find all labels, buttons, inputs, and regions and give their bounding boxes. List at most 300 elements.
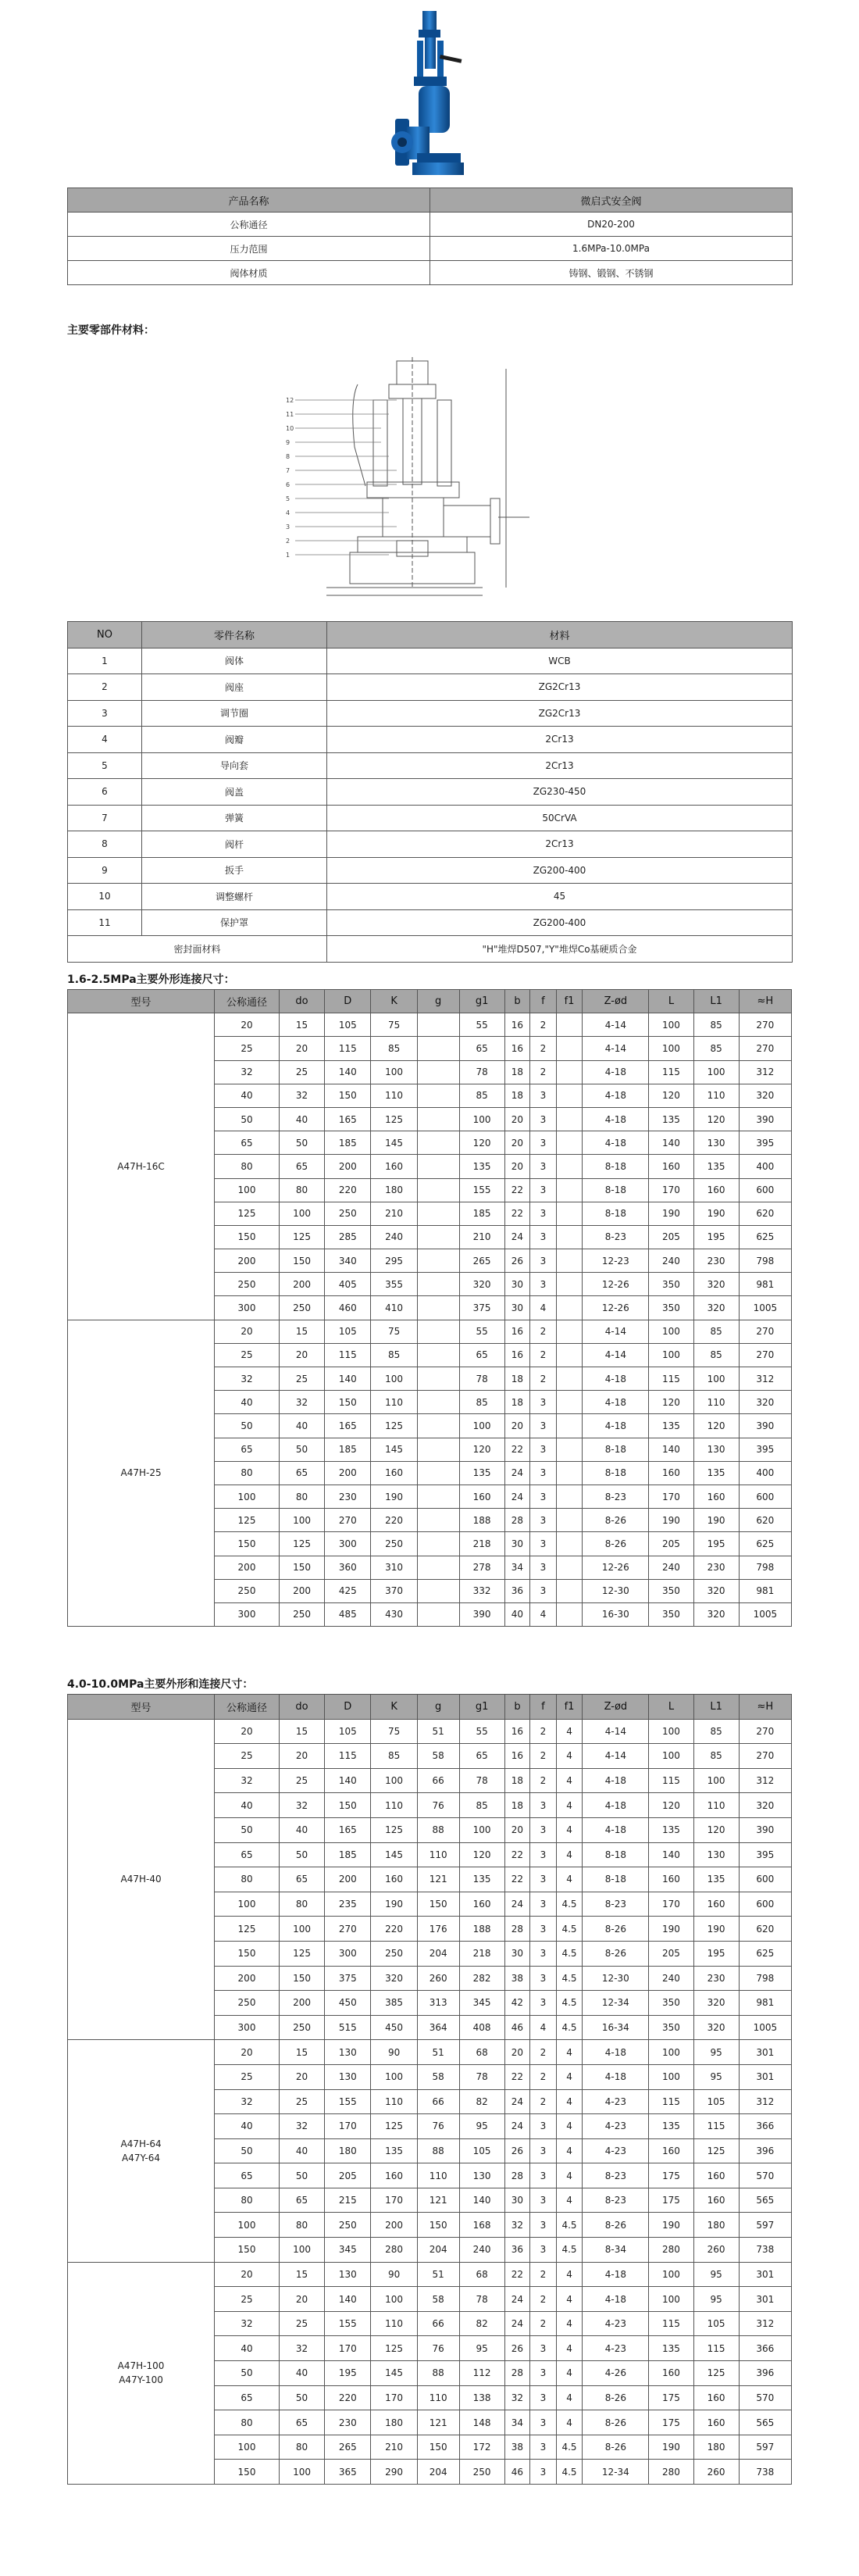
table-cell: 150 bbox=[215, 1941, 280, 1966]
part-name: 阀瓣 bbox=[142, 727, 327, 753]
table-cell: 3 bbox=[530, 2138, 557, 2163]
table-cell: 125 bbox=[371, 2114, 417, 2139]
table-cell: 140 bbox=[649, 1438, 693, 1461]
table-cell: 25 bbox=[215, 1037, 280, 1060]
table-cell: 2 bbox=[530, 1367, 557, 1391]
table-cell bbox=[556, 1414, 583, 1438]
dim1-section-title: 1.6-2.5MPa主要外形连接尺寸： bbox=[67, 974, 235, 986]
table-cell: 95 bbox=[693, 2262, 739, 2287]
table-cell bbox=[556, 1296, 583, 1320]
table-cell: 105 bbox=[325, 1013, 371, 1037]
table-cell: 24 bbox=[504, 2287, 529, 2312]
model-line: A47H-64 bbox=[120, 2138, 162, 2149]
col-header: g bbox=[417, 1695, 459, 1720]
drawing-label: 2 bbox=[286, 538, 290, 545]
table-cell: 110 bbox=[693, 1793, 739, 1818]
table-cell: 240 bbox=[649, 1556, 693, 1579]
table-cell bbox=[556, 1155, 583, 1178]
table-cell: 3 bbox=[530, 1225, 557, 1249]
table-cell: 620 bbox=[739, 1509, 791, 1532]
table-cell: 22 bbox=[504, 1202, 529, 1225]
table-cell: 300 bbox=[325, 1532, 371, 1556]
table-cell: 150 bbox=[325, 1084, 371, 1107]
table-cell bbox=[417, 1367, 459, 1391]
table-cell: 100 bbox=[371, 2064, 417, 2089]
table-cell: 4-18 bbox=[583, 2040, 649, 2065]
table-cell: 170 bbox=[649, 1178, 693, 1202]
table-cell: 8-18 bbox=[583, 1155, 649, 1178]
table-cell: 4 bbox=[556, 2336, 583, 2361]
table-cell: 100 bbox=[693, 1768, 739, 1793]
table-cell: 85 bbox=[459, 1391, 504, 1414]
table-cell: 36 bbox=[504, 1579, 529, 1602]
table-cell: 130 bbox=[693, 1131, 739, 1155]
table-cell: 160 bbox=[649, 1461, 693, 1485]
table-cell: 100 bbox=[371, 1060, 417, 1084]
table-cell bbox=[417, 1107, 459, 1131]
table-cell: 46 bbox=[504, 2460, 529, 2485]
table-cell bbox=[417, 1202, 459, 1225]
table-cell: 20 bbox=[504, 1414, 529, 1438]
product-photo bbox=[380, 9, 481, 180]
table-cell: 12-30 bbox=[583, 1966, 649, 1991]
table-cell: 180 bbox=[693, 2213, 739, 2238]
table-cell: 105 bbox=[325, 1719, 371, 1744]
table-cell: 100 bbox=[693, 1367, 739, 1391]
table-cell: 18 bbox=[504, 1060, 529, 1084]
table-cell: 135 bbox=[649, 1107, 693, 1131]
table-cell: 32 bbox=[215, 2089, 280, 2114]
table-cell: 40 bbox=[504, 1602, 529, 1626]
table-cell: 100 bbox=[215, 2213, 280, 2238]
table-cell: 120 bbox=[649, 1793, 693, 1818]
table-cell: 366 bbox=[739, 2114, 791, 2139]
table-cell: 40 bbox=[215, 2336, 280, 2361]
col-header: g1 bbox=[459, 1695, 504, 1720]
table-cell: 312 bbox=[739, 1768, 791, 1793]
table-cell: 110 bbox=[371, 1084, 417, 1107]
table-cell: 270 bbox=[739, 1013, 791, 1037]
table-cell: 140 bbox=[325, 1060, 371, 1084]
table-cell: 350 bbox=[649, 1991, 693, 2016]
table-cell: 24 bbox=[504, 2311, 529, 2336]
table-cell: 400 bbox=[739, 1155, 791, 1178]
table-cell: 390 bbox=[739, 1817, 791, 1842]
table-cell: 50 bbox=[279, 1438, 324, 1461]
table-cell: 105 bbox=[693, 2089, 739, 2114]
table-cell: 25 bbox=[279, 1367, 324, 1391]
part-no: 9 bbox=[68, 857, 142, 884]
table-cell: 188 bbox=[459, 1509, 504, 1532]
table-cell: 3 bbox=[530, 1178, 557, 1202]
table-cell: 80 bbox=[215, 1867, 280, 1892]
table-cell: 125 bbox=[371, 1414, 417, 1438]
table-cell: 230 bbox=[693, 1249, 739, 1273]
table-cell: 218 bbox=[459, 1532, 504, 1556]
info-value: 铸钢、锻钢、不锈钢 bbox=[430, 261, 793, 285]
table-cell bbox=[556, 1579, 583, 1602]
table-cell: 100 bbox=[649, 2064, 693, 2089]
table-cell: 65 bbox=[215, 1842, 280, 1867]
table-cell: 110 bbox=[693, 1391, 739, 1414]
table-cell: 20 bbox=[504, 1131, 529, 1155]
col-header: 公称通径 bbox=[215, 990, 280, 1013]
table-cell: 4-26 bbox=[583, 2361, 649, 2386]
table-cell: 332 bbox=[459, 1579, 504, 1602]
table-cell: 265 bbox=[459, 1249, 504, 1273]
table-cell bbox=[556, 1509, 583, 1532]
table-cell: 100 bbox=[279, 2460, 324, 2485]
table-cell: 4-23 bbox=[583, 2138, 649, 2163]
table-cell: 4 bbox=[530, 1296, 557, 1320]
table-cell: 250 bbox=[371, 1532, 417, 1556]
table-cell: 25 bbox=[215, 2287, 280, 2312]
table-cell: 24 bbox=[504, 1225, 529, 1249]
table-cell: 190 bbox=[371, 1892, 417, 1917]
table-cell: 135 bbox=[371, 2138, 417, 2163]
table-cell: 25 bbox=[279, 1768, 324, 1793]
table-cell: 350 bbox=[649, 1602, 693, 1626]
table-cell: 200 bbox=[215, 1249, 280, 1273]
table-cell: 12-26 bbox=[583, 1296, 649, 1320]
dim2-section-title: 4.0-10.0MPa主要外形和连接尺寸： bbox=[67, 1678, 254, 1691]
table-cell: 65 bbox=[279, 2410, 324, 2435]
col-header: b bbox=[504, 1695, 529, 1720]
table-cell: 16 bbox=[504, 1744, 529, 1769]
table-cell: 160 bbox=[459, 1892, 504, 1917]
table-cell: 175 bbox=[649, 2163, 693, 2188]
table-cell: 145 bbox=[371, 2361, 417, 2386]
table-cell: 4-18 bbox=[583, 2262, 649, 2287]
table-cell: 270 bbox=[325, 1509, 371, 1532]
col-header: do bbox=[279, 1695, 324, 1720]
table-cell: 210 bbox=[371, 1202, 417, 1225]
part-no: 10 bbox=[68, 884, 142, 910]
table-cell: 110 bbox=[417, 1842, 459, 1867]
table-cell: 25 bbox=[215, 2064, 280, 2089]
table-cell: 40 bbox=[279, 2138, 324, 2163]
table-cell: 160 bbox=[693, 1892, 739, 1917]
table-cell: 600 bbox=[739, 1892, 791, 1917]
col-header: D bbox=[325, 1695, 371, 1720]
table-cell: 12-26 bbox=[583, 1556, 649, 1579]
table-cell: 390 bbox=[739, 1107, 791, 1131]
table-cell: 130 bbox=[693, 1842, 739, 1867]
table-cell: 140 bbox=[459, 2188, 504, 2213]
table-cell: 570 bbox=[739, 2163, 791, 2188]
table-cell: 738 bbox=[739, 2238, 791, 2263]
table-cell: 135 bbox=[649, 1414, 693, 1438]
table-cell: 135 bbox=[459, 1461, 504, 1485]
parts-row bbox=[68, 648, 793, 674]
parts-row bbox=[68, 727, 793, 753]
table-cell: 260 bbox=[693, 2238, 739, 2263]
dim2-header-row bbox=[68, 1695, 792, 1720]
table-cell: 135 bbox=[649, 2336, 693, 2361]
model-line: A47H-40 bbox=[120, 1874, 162, 1885]
table-cell: 3 bbox=[530, 1202, 557, 1225]
table-cell: 190 bbox=[693, 1917, 739, 1942]
table-cell: 38 bbox=[504, 1966, 529, 1991]
table-cell: 8-23 bbox=[583, 1225, 649, 1249]
table-cell: 4.5 bbox=[556, 1917, 583, 1942]
table-cell: 115 bbox=[649, 1367, 693, 1391]
table-cell: 4 bbox=[556, 2114, 583, 2139]
table-cell: 625 bbox=[739, 1532, 791, 1556]
table-cell: 115 bbox=[649, 2311, 693, 2336]
table-cell: 130 bbox=[325, 2262, 371, 2287]
table-cell bbox=[556, 1273, 583, 1296]
table-cell bbox=[417, 1391, 459, 1414]
table-cell: 180 bbox=[693, 2435, 739, 2460]
drawing-label: 4 bbox=[286, 509, 290, 516]
table-cell: 738 bbox=[739, 2460, 791, 2485]
table-cell: 32 bbox=[279, 1391, 324, 1414]
table-cell: 3 bbox=[530, 1414, 557, 1438]
table-cell: 4-23 bbox=[583, 2114, 649, 2139]
table-cell: 165 bbox=[325, 1414, 371, 1438]
col-header: ≈H bbox=[739, 990, 791, 1013]
table-cell: 355 bbox=[371, 1273, 417, 1296]
table-cell: 135 bbox=[693, 1155, 739, 1178]
table-cell: 76 bbox=[417, 2336, 459, 2361]
table-cell: 8-18 bbox=[583, 1178, 649, 1202]
table-cell: 145 bbox=[371, 1842, 417, 1867]
table-cell: 190 bbox=[649, 2435, 693, 2460]
table-cell: 115 bbox=[649, 2089, 693, 2114]
table-cell: 20 bbox=[504, 1817, 529, 1842]
table-cell: 2 bbox=[530, 1037, 557, 1060]
table-cell: 100 bbox=[215, 1178, 280, 1202]
table-cell: 175 bbox=[649, 2385, 693, 2410]
table-cell: 50 bbox=[215, 1817, 280, 1842]
header-no: NO bbox=[68, 622, 142, 648]
table-cell: 4 bbox=[556, 2040, 583, 2065]
table-cell: 115 bbox=[325, 1343, 371, 1367]
table-cell: 100 bbox=[693, 1060, 739, 1084]
table-cell: 140 bbox=[325, 1367, 371, 1391]
table-cell: 280 bbox=[371, 2238, 417, 2263]
table-cell: 15 bbox=[279, 1013, 324, 1037]
table-cell: 195 bbox=[693, 1225, 739, 1249]
table-cell: 125 bbox=[371, 1817, 417, 1842]
table-cell: 95 bbox=[459, 2336, 504, 2361]
col-header: L bbox=[649, 990, 693, 1013]
table-cell: 600 bbox=[739, 1485, 791, 1508]
table-cell: 295 bbox=[371, 1249, 417, 1273]
table-cell: 125 bbox=[693, 2361, 739, 2386]
table-cell: 28 bbox=[504, 2163, 529, 2188]
parts-row bbox=[68, 674, 793, 701]
table-cell: 20 bbox=[279, 2064, 324, 2089]
table-cell bbox=[556, 1225, 583, 1249]
table-cell: 4-18 bbox=[583, 1084, 649, 1107]
table-cell: 3 bbox=[530, 1892, 557, 1917]
table-cell: 32 bbox=[215, 1060, 280, 1084]
table-cell: 597 bbox=[739, 2435, 791, 2460]
table-cell: 16 bbox=[504, 1320, 529, 1343]
table-cell: 125 bbox=[215, 1917, 280, 1942]
table-cell: 18 bbox=[504, 1768, 529, 1793]
table-cell: 8-23 bbox=[583, 2188, 649, 2213]
table-cell: 30 bbox=[504, 1296, 529, 1320]
table-cell: 100 bbox=[459, 1414, 504, 1438]
table-cell: 3 bbox=[530, 2460, 557, 2485]
table-cell: 95 bbox=[693, 2040, 739, 2065]
info-value: 1.6MPa-10.0MPa bbox=[430, 237, 793, 261]
table-cell bbox=[556, 1461, 583, 1485]
table-cell: 85 bbox=[459, 1793, 504, 1818]
table-cell: 250 bbox=[215, 1273, 280, 1296]
table-cell: 80 bbox=[215, 1461, 280, 1485]
table-cell: 100 bbox=[649, 2262, 693, 2287]
table-cell: 200 bbox=[215, 1556, 280, 1579]
table-cell: 100 bbox=[279, 1917, 324, 1942]
table-cell: 90 bbox=[371, 2262, 417, 2287]
table-cell: 58 bbox=[417, 2287, 459, 2312]
table-cell: 135 bbox=[459, 1155, 504, 1178]
table-cell bbox=[417, 1485, 459, 1508]
table-cell: 4-18 bbox=[583, 1391, 649, 1414]
table-cell: 4-18 bbox=[583, 1060, 649, 1084]
dimension-table-1 bbox=[67, 989, 792, 1627]
table-cell: 320 bbox=[739, 1084, 791, 1107]
part-name: 阀杆 bbox=[142, 831, 327, 858]
table-cell: 4 bbox=[556, 2287, 583, 2312]
table-cell: 65 bbox=[459, 1343, 504, 1367]
table-cell: 4 bbox=[556, 2385, 583, 2410]
table-cell: 150 bbox=[417, 2435, 459, 2460]
table-cell: 65 bbox=[279, 2188, 324, 2213]
table-cell: 32 bbox=[279, 1084, 324, 1107]
table-cell bbox=[556, 1249, 583, 1273]
table-cell: 4 bbox=[556, 1842, 583, 1867]
part-name: 阀座 bbox=[142, 674, 327, 701]
table-cell: 78 bbox=[459, 1060, 504, 1084]
part-material: 2Cr13 bbox=[327, 752, 793, 779]
table-cell: 115 bbox=[693, 2336, 739, 2361]
table-cell: 4 bbox=[556, 1867, 583, 1892]
table-cell: 395 bbox=[739, 1438, 791, 1461]
table-cell bbox=[417, 1178, 459, 1202]
table-cell: 195 bbox=[325, 2361, 371, 2386]
table-cell: 430 bbox=[371, 1602, 417, 1626]
table-cell: 320 bbox=[693, 2015, 739, 2040]
table-cell: 150 bbox=[325, 1793, 371, 1818]
table-cell: 3 bbox=[530, 2361, 557, 2386]
table-cell: 3 bbox=[530, 2188, 557, 2213]
table-cell bbox=[556, 1556, 583, 1579]
parts-row bbox=[68, 779, 793, 806]
parts-row bbox=[68, 909, 793, 936]
drawing-label: 9 bbox=[286, 439, 290, 446]
table-cell: 3 bbox=[530, 1509, 557, 1532]
drawing-label: 12 bbox=[286, 397, 294, 404]
table-cell: 120 bbox=[693, 1414, 739, 1438]
col-header: f bbox=[530, 1695, 557, 1720]
col-header: D bbox=[325, 990, 371, 1013]
part-material: 2Cr13 bbox=[327, 727, 793, 753]
table-cell: 3 bbox=[530, 1842, 557, 1867]
table-cell bbox=[556, 1107, 583, 1131]
table-cell: 625 bbox=[739, 1225, 791, 1249]
table-cell: 100 bbox=[649, 2040, 693, 2065]
table-cell: 55 bbox=[459, 1719, 504, 1744]
table-cell: 200 bbox=[279, 1579, 324, 1602]
table-cell: 282 bbox=[459, 1966, 504, 1991]
table-cell: 40 bbox=[279, 1817, 324, 1842]
table-cell: 3 bbox=[530, 1817, 557, 1842]
table-cell: 565 bbox=[739, 2188, 791, 2213]
table-cell: 22 bbox=[504, 1867, 529, 1892]
parts-header-row bbox=[68, 622, 793, 648]
table-cell: 4-14 bbox=[583, 1719, 649, 1744]
table-cell: 80 bbox=[215, 2410, 280, 2435]
table-cell: 68 bbox=[459, 2040, 504, 2065]
table-cell: 195 bbox=[693, 1941, 739, 1966]
table-cell: 180 bbox=[371, 2410, 417, 2435]
table-cell: 265 bbox=[325, 2435, 371, 2460]
table-cell: 112 bbox=[459, 2361, 504, 2386]
table-cell: 100 bbox=[649, 1037, 693, 1060]
table-cell: 155 bbox=[459, 1178, 504, 1202]
table-cell: 100 bbox=[649, 2287, 693, 2312]
table-cell: 78 bbox=[459, 2287, 504, 2312]
table-cell: 301 bbox=[739, 2040, 791, 2065]
table-cell: 22 bbox=[504, 1438, 529, 1461]
table-cell: 28 bbox=[504, 2361, 529, 2386]
table-cell: 190 bbox=[649, 1917, 693, 1942]
table-cell: 75 bbox=[371, 1719, 417, 1744]
table-cell: 130 bbox=[693, 1438, 739, 1461]
table-cell: 190 bbox=[649, 2213, 693, 2238]
table-cell: 8-26 bbox=[583, 2435, 649, 2460]
col-header: 型号 bbox=[68, 990, 215, 1013]
parts-row bbox=[68, 884, 793, 910]
table-cell: 88 bbox=[417, 1817, 459, 1842]
seal-row bbox=[68, 936, 793, 963]
part-material: ZG230-450 bbox=[327, 779, 793, 806]
table-cell: 30 bbox=[504, 1941, 529, 1966]
table-cell: 51 bbox=[417, 1719, 459, 1744]
table-cell: 981 bbox=[739, 1273, 791, 1296]
table-cell: 121 bbox=[417, 2188, 459, 2213]
col-header: K bbox=[371, 990, 417, 1013]
table-cell: 2 bbox=[530, 2287, 557, 2312]
table-cell: 20 bbox=[504, 1107, 529, 1131]
table-cell: 370 bbox=[371, 1579, 417, 1602]
table-cell bbox=[556, 1485, 583, 1508]
table-cell: 150 bbox=[215, 1225, 280, 1249]
table-cell: 105 bbox=[325, 1320, 371, 1343]
table-cell: 20 bbox=[215, 2262, 280, 2287]
table-cell: 3 bbox=[530, 2163, 557, 2188]
table-cell: 22 bbox=[504, 1178, 529, 1202]
table-cell: 4.5 bbox=[556, 2435, 583, 2460]
model-cell: A47H-25 bbox=[68, 1320, 215, 1626]
table-cell: 250 bbox=[215, 1991, 280, 2016]
table-cell: 3 bbox=[530, 1991, 557, 2016]
table-cell: 135 bbox=[693, 1461, 739, 1485]
table-cell: 65 bbox=[459, 1037, 504, 1060]
table-cell: 110 bbox=[417, 2385, 459, 2410]
table-cell: 2 bbox=[530, 2089, 557, 2114]
table-cell: 3 bbox=[530, 1461, 557, 1485]
drawing-label: 7 bbox=[286, 467, 290, 474]
table-cell: 16 bbox=[504, 1343, 529, 1367]
table-cell: 395 bbox=[739, 1842, 791, 1867]
table-cell: 620 bbox=[739, 1202, 791, 1225]
